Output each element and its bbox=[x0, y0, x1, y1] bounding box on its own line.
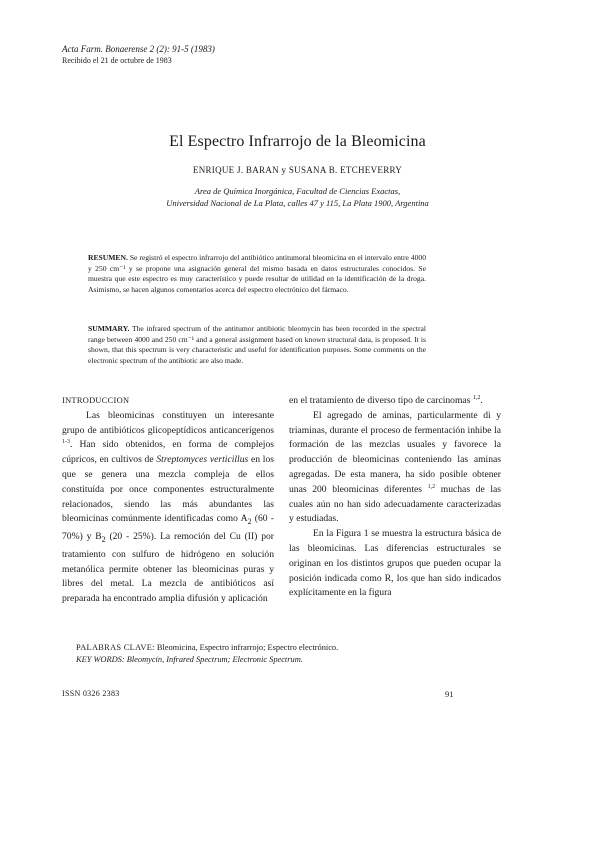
abstract-resumen bbox=[88, 253, 426, 295]
text-run: . bbox=[480, 395, 483, 406]
intro-paragraph-1 bbox=[62, 409, 274, 607]
page-number: 91 bbox=[445, 689, 454, 699]
reference-superscript: 1,2 bbox=[472, 394, 481, 401]
body-column-left bbox=[62, 394, 274, 607]
affiliation-line-2: Universidad Nacional de La Plata, calles 47 y 115, La Plata 1900, Argentina bbox=[166, 198, 429, 208]
resumen-label: RESUMEN. bbox=[88, 253, 128, 262]
subscript: 2 bbox=[101, 534, 106, 544]
text-run: . Han sido obtenidos, en forma de complejos cúpricos, en cultivos de bbox=[62, 439, 274, 466]
text-run: en el tratamiento de diverso tipo de carcinomas bbox=[289, 395, 473, 406]
affiliation-line-1: Area de Química Inorgánica, Facultad de Ciencias Exactas, bbox=[194, 186, 401, 196]
text-run: (20 - 25%). La remoción del Cu (II) por tratamiento con sulfuro de hidrógeno en solución metanólica permite obtener las bleomicinas puras y libres del metal. La mezcla de antibióticos así preparada ha encontrado amplia difusión y aplicación bbox=[62, 531, 274, 605]
reference-superscript: 1-3 bbox=[62, 439, 70, 446]
keywords-spanish-label: PALABRAS CLAVE: bbox=[76, 643, 155, 652]
reference-superscript: 1,2 bbox=[427, 483, 436, 490]
issn-footer: ISSN 0326 2383 bbox=[62, 689, 120, 698]
keywords-spanish bbox=[76, 642, 338, 654]
journal-citation: Acta Farm. Bonaerense 2 (2): 91-5 (1983) bbox=[62, 44, 215, 54]
summary-label: SUMMARY. bbox=[88, 324, 130, 333]
text-run: Las bleomicinas constituyen un interesante grupo de antibióticos glicopeptídicos anticancerígenos bbox=[62, 409, 274, 436]
keywords-english-label: KEY WORDS: bbox=[76, 655, 125, 664]
body-column-right bbox=[289, 394, 501, 601]
intro-paragraph-3: En la Figura 1 se muestra la estructura básica de las bleomicinas. Las diferencias estructurales se originan en los distintos grupos que pueden ocupar la posición indicada como R, los que han sido indicados explícitamente en la figura bbox=[289, 528, 501, 599]
article-authors: ENRIQUE J. BARAN y SUSANA B. ETCHEVERRY bbox=[192, 165, 403, 175]
abstract-summary bbox=[88, 324, 426, 366]
text-run: en los que se genera una mezcla compleja de ellos constituída por once componentes estructuralmente relacionados, siendo las más abundantes las bleomicinas comúnmente identificadas como A bbox=[62, 454, 274, 525]
text-run: muchas de las cuales aún no han sido adecuadamente caracterizadas y estudiadas. bbox=[289, 483, 501, 525]
intro-paragraph-1-continued bbox=[289, 394, 501, 409]
keywords-spanish-text: Bleomicina, Espectro infrarrojo; Espectro electrónico. bbox=[156, 643, 339, 652]
subscript: 2 bbox=[247, 517, 252, 527]
section-heading-introduccion: INTRODUCCION bbox=[62, 396, 130, 405]
species-name: Streptomyces verticillus bbox=[156, 454, 249, 466]
article-title: El Espectro Infrarrojo de la Bleomicina bbox=[169, 133, 426, 150]
resumen-text: Se registró el espectro infrarrojo del antibiótico antitumoral bleomicina en el intervalo entre 4000 y 250 cm⁻¹ y se propone una asignación general del mismo basada en datos estructurales conocidos. Se muestra que este espectro es muy característico y puede resultar de utilidad en la identificación de la droga. Asimismo, se hacen algunos comentarios acerca del espectro electrónico del fármaco. bbox=[88, 253, 426, 294]
keywords-english-text: Bleomycin, Infrared Spectrum; Electronic Spectrum. bbox=[126, 655, 303, 664]
text-run: (60 - 70%) y B bbox=[62, 513, 275, 543]
summary-text: The infrared spectrum of the antitumor antibiotic bleomycin has been recorded in the spectral range between 4000 and 250 cm⁻¹ and a general assignment based on known structural data, is proposed. It is shown, that this spectrum is very characteristic and useful for identification purposes. Some comments on the electronic spectrum of the antibiotic are also made. bbox=[88, 324, 426, 365]
keywords-block bbox=[76, 642, 338, 666]
received-date: Recibido el 21 de octubre de 1983 bbox=[62, 56, 172, 65]
text-run: El agregado de aminas, particularmente di y triaminas, durante el proceso de fermentación inhibe la formación de las mezclas usuales y favorece la producción de bleomicinas conteniendo las aminas agregadas. De esta manera, ha sido posible obtener unas 200 bleomicinas diferentes bbox=[289, 409, 501, 495]
intro-paragraph-2 bbox=[289, 409, 501, 527]
keywords-english bbox=[76, 654, 338, 666]
